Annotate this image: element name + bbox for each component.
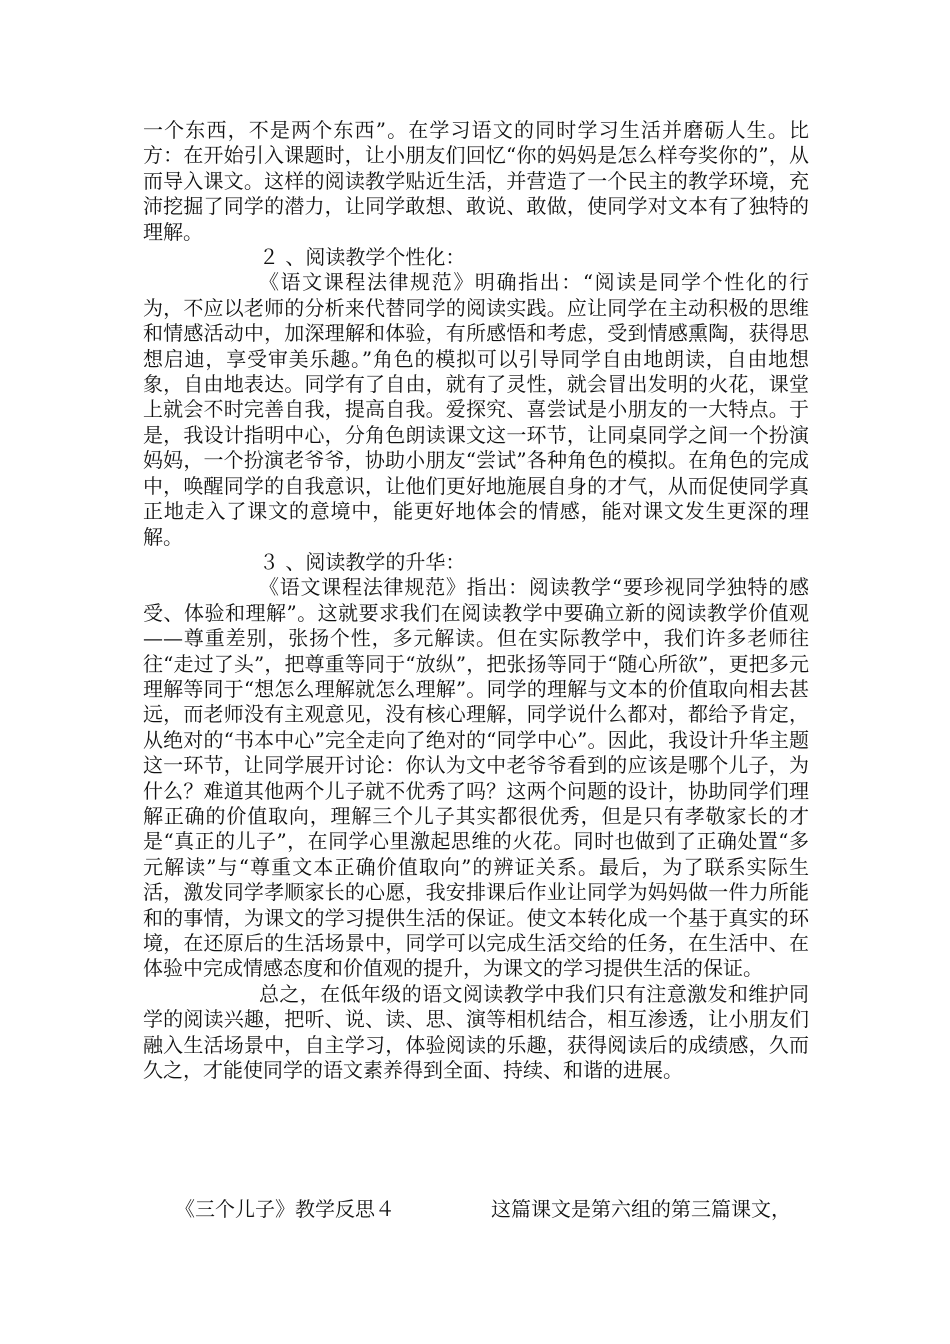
paragraph-sublimation: 《语文课程法律规范》指出：阅读教学“要珍视同学独特的感受、体验和理解”。这就要求我们在阅读教学中要确立新的阅读教学价值观——尊重差别，张扬个性，多元解读。但在实际教学中，我们许多老师往往“走过了头”，把尊重等同于“放纵”，把张扬等同于“随心所欲”，更把多元理解等同于“想怎么理解就怎么理解”。同学的理解与文本的价值取向相去甚远，而老师没有主观意见，没有核心理解，同学说什么都对，都给予肯定，从绝对的“书本中心”完全走向了绝对的“同学中心”。因此，我设计升华主题这一环节，让同学展开讨论：你认为文中老爷爷看到的应该是哪个儿子，为什么？难道其他两个儿子就不优秀了吗？这两个问题的设计，协助同学们理解正确的价值取向，理解三个儿子其实都很优秀，但是只有孝敬家长的才是“真正的儿子”，在同学心里激起思维的火花。同时也做到了正确处置“多元解读”与“尊重文本正确价值取向”的辨证关系。最后，为了联系实际生活，激发同学孝顺家长的心愿，我安排课后作业让同学为妈妈做一件力所能和的事情，为课文的学习提供生活的保证。使文本转化成一个基于真实的环境，在还原后的生活场景中，同学可以完成生活交给的任务，在生活中、在体验中完成情感态度和价值观的提升，为课文的学习提供生活的保证。 [143,575,809,981]
paragraph-conclusion: 总之，在低年级的语文阅读教学中我们只有注意激发和维护同学的阅读兴趣，把听、说、读、思、演等相机结合，相互渗透，让小朋友们融入生活场景中，自主学习，体验阅读的乐趣，获得阅读后的成绩感，久而久之，才能使同学的语文素养得到全面、持续、和谐的进展。 [143,981,809,1083]
next-article-line [175,1197,815,1222]
paragraph-life-connection: 一个东西，不是两个东西”。在学习语文的同时学习生活并磨砺人生。比方：在开始引入课题时，让小朋友们回忆“你的妈妈是怎么样夸奖你的”，从而导入课文。这样的阅读教学贴近生活，并营造了一个民主的教学环境，充沛挖掘了同学的潜力，让同学敢想、敢说、敢做，使同学对文本有了独特的理解。 [143,118,809,244]
section-heading-personalization: ２ 、阅读教学个性化： [259,245,466,270]
next-article-title: 《三个儿子》教学反思４ [175,1197,395,1221]
next-article-intro: 这篇课文是第六组的第三篇课文， [491,1197,791,1221]
paragraph-personalization: 《语文课程法律规范》明确指出：“阅读是同学个性化的行为，不应以老师的分析来代替同学的阅读实践。应让同学在主动积极的思维和情感活动中，加深理解和体验，有所感悟和考虑，受到情感熏陶，获得思想启迪，享受审美乐趣。”角色的模拟可以引导同学自由地朗读，自由地想象，自由地表达。同学有了自由，就有了灵性，就会冒出发明的火花，课堂上就会不时完善自我，提高自我。爱探究、喜尝试是小朋友的一大特点。于是，我设计指明中心，分角色朗读课文这一环节，让同桌同学之间一个扮演妈妈，一个扮演老爷爷，协助小朋友“尝试”各种角色的模拟。在角色的完成中，唤醒同学的自我意识，让他们更好地施展自身的才气，从而促使同学真正地走入了课文的意境中，能更好地体会的情感，能对课文发生更深的理解。 [143,270,809,549]
section-heading-sublimation: ３ 、阅读教学的升华： [259,549,466,574]
document-body [143,118,809,1083]
